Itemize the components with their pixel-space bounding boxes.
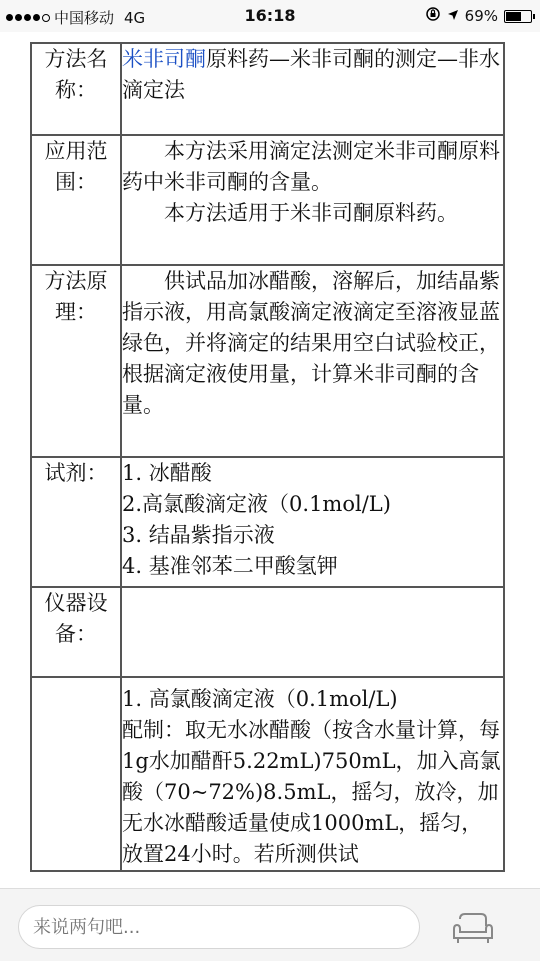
row-label — [31, 677, 121, 871]
table-row — [31, 135, 504, 265]
table-row — [31, 457, 504, 587]
keyword-link[interactable]: 米非司酮 — [122, 47, 206, 71]
sofa-icon[interactable] — [448, 909, 498, 949]
status-bar — [0, 0, 540, 32]
battery-percent: 69% — [464, 7, 498, 25]
status-right — [425, 6, 532, 26]
table-row — [31, 265, 504, 457]
row-value — [121, 265, 504, 457]
status-time: 16:18 — [244, 6, 296, 25]
carrier-name: 中国移动 — [54, 9, 115, 27]
list-item: 4. 基准邻苯二甲酸氢钾 — [122, 554, 338, 578]
row-label: 试剂： — [31, 457, 121, 587]
paragraph: 本方法采用滴定法测定米非司酮原料药中米非司酮的含量。 — [122, 139, 500, 194]
list-item: 1. 高氯酸滴定液（0.1mol/L) — [122, 687, 398, 711]
list-item: 1. 冰醋酸 — [122, 461, 212, 485]
comment-input[interactable] — [18, 905, 420, 949]
comment-bar — [0, 888, 540, 961]
article-content[interactable] — [0, 32, 540, 888]
method-info-table — [30, 42, 505, 872]
rotation-lock-icon — [425, 6, 441, 26]
table-row — [31, 677, 504, 871]
row-value: 米非司酮原料药—米非司酮的测定—非水滴定法 — [121, 43, 504, 135]
battery-icon — [504, 10, 532, 23]
row-value — [121, 457, 504, 587]
list-item: 2.高氯酸滴定液（0.1mol/L) — [122, 492, 391, 516]
paragraph: 配制：取无水冰醋酸（按含水量计算，每1g水加醋酐5.22mL)750mL，加入高氯酸（70~72%)8.5mL，摇匀，放冷，加无水冰醋酸适量使成1000mL，摇匀，放置24小时。若所测供试 — [122, 718, 501, 866]
table-row — [31, 43, 504, 135]
table-row — [31, 587, 504, 677]
row-value — [121, 135, 504, 265]
row-label: 方法原理： — [31, 265, 121, 457]
row-value — [121, 587, 504, 677]
location-arrow-icon — [447, 7, 459, 25]
paragraph: 本方法适用于米非司酮原料药。 — [164, 201, 458, 225]
row-label: 仪器设备： — [31, 587, 121, 677]
row-label: 方法名称： — [31, 43, 121, 135]
row-value — [121, 677, 504, 871]
paragraph: 供试品加冰醋酸，溶解后，加结晶紫指示液，用高氯酸滴定液滴定至溶液显蓝绿色，并将滴定的结果用空白试验校正，根据滴定液使用量，计算米非司酮的含量。 — [122, 269, 500, 417]
row-label: 应用范围： — [31, 135, 121, 265]
network-type: 4G — [124, 8, 146, 27]
list-item: 3. 结晶紫指示液 — [122, 523, 275, 547]
